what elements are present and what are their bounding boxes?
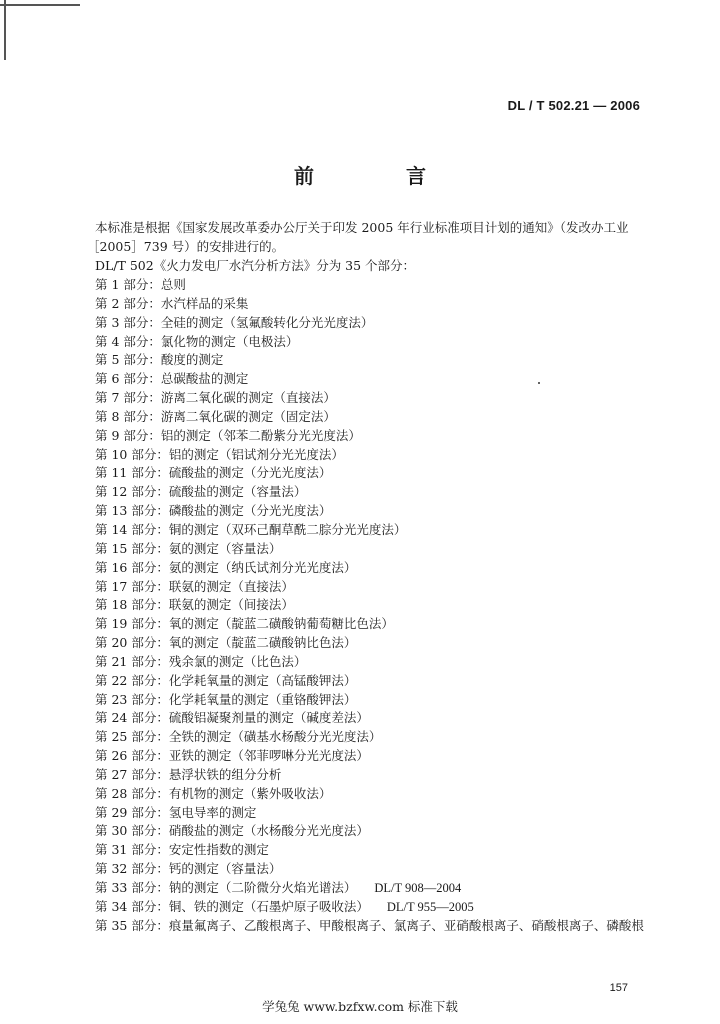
part-label: 第 29 部分： — [95, 804, 169, 820]
part-label: 第 25 部分： — [95, 729, 169, 745]
scan-speck — [538, 382, 540, 384]
part-title: 联氨的测定（间接法） — [168, 597, 294, 613]
part-title: 磷酸盐的测定（分光光度法） — [168, 503, 332, 519]
part-label: 第 12 部分： — [95, 484, 169, 500]
part-item — [95, 276, 644, 295]
part-item — [95, 446, 644, 465]
part-item — [95, 822, 644, 841]
part-item — [95, 295, 644, 314]
page-number: 157 — [609, 982, 628, 994]
part-title: 总碳酸盐的测定 — [160, 371, 249, 387]
part-title: 铝的测定（铝试剂分光光度法） — [168, 446, 344, 462]
part-title: 化学耗氧量的测定（高锰酸钾法） — [168, 672, 357, 688]
part-item — [95, 408, 644, 427]
part-label: 第 34 部分： — [95, 898, 169, 914]
part-label: 第 2 部分： — [95, 295, 161, 311]
part-title: 铜、铁的测定（石墨炉原子吸收法） — [168, 898, 369, 914]
part-item — [95, 521, 644, 540]
part-title: 钙的测定（容量法） — [168, 861, 282, 877]
part-item — [95, 879, 644, 898]
part-item — [95, 502, 644, 521]
part-title: 氧的测定（靛蓝二磺酸钠比色法） — [168, 635, 357, 651]
footer-watermark-text: 学兔兔 www.bzfxw.com 标准下载 — [262, 999, 458, 1014]
part-item — [95, 691, 644, 710]
part-title: 全硅的测定（氢氟酸转化分光光度法） — [160, 314, 374, 330]
part-label: 第 33 部分： — [95, 880, 169, 895]
part-title: 钠的测定（二阶微分火焰光谱法） — [168, 880, 357, 895]
part-item — [95, 427, 644, 446]
part-label: 第 18 部分： — [95, 597, 169, 613]
part-title: 铝的测定（邻苯二酚紫分光光度法） — [160, 427, 361, 443]
part-label: 第 1 部分： — [95, 277, 161, 292]
part-item — [95, 672, 644, 691]
part-title: 总则 — [160, 277, 186, 292]
part-title: 有机物的测定（紫外吸收法） — [168, 785, 332, 801]
part-item — [95, 596, 644, 615]
part-title: 硫酸盐的测定（容量法） — [168, 484, 307, 500]
part-label: 第 9 部分： — [95, 427, 161, 443]
part-label: 第 3 部分： — [95, 314, 161, 330]
part-label: 第 22 部分： — [95, 672, 169, 688]
part-item — [95, 464, 644, 483]
part-title: 痕量氟离子、乙酸根离子、甲酸根离子、氯离子、亚硝酸根离子、硝酸根离子、磷酸根 — [168, 917, 644, 933]
part-title: 残余氯的测定（比色法） — [168, 653, 307, 669]
part-item — [95, 804, 644, 823]
part-title: 硫酸盐的测定（分光光度法） — [168, 465, 332, 481]
part-title: 游离二氧化碳的测定（固定法） — [160, 408, 336, 424]
part-label: 第 26 部分： — [95, 748, 169, 764]
intro-paragraphs — [87, 218, 650, 275]
part-label: 第 6 部分： — [95, 371, 161, 387]
part-label: 第 5 部分： — [95, 352, 161, 368]
scan-corner-mark — [0, 4, 80, 6]
part-title: 氢电导率的测定 — [168, 804, 257, 820]
part-item — [95, 898, 644, 917]
part-title: 氨的测定（容量法） — [168, 540, 282, 556]
part-label: 第 17 部分： — [95, 578, 169, 594]
part-label: 第 8 部分： — [95, 408, 161, 424]
parts-list — [95, 276, 644, 936]
part-title: 悬浮状铁的组分分析 — [168, 766, 282, 782]
part-label: 第 35 部分： — [95, 917, 169, 933]
part-item — [95, 841, 644, 860]
part-label: 第 14 部分： — [95, 521, 169, 537]
part-title: 安定性指数的测定 — [168, 842, 269, 858]
part-item — [95, 578, 644, 597]
page-title: 前 言 — [294, 164, 462, 188]
part-item — [95, 559, 644, 578]
part-label: 第 20 部分： — [95, 635, 169, 651]
part-title: 硫酸铝凝聚剂量的测定（碱度差法） — [168, 710, 369, 726]
part-item — [95, 917, 644, 936]
part-item — [95, 747, 644, 766]
part-item — [95, 766, 644, 785]
standard-code: DL / T 502.21 — 2006 — [507, 98, 640, 113]
part-item — [95, 389, 644, 408]
part-item — [95, 370, 644, 389]
part-item — [95, 540, 644, 559]
intro-line-2: ［2005］739 号）的安排进行的。 — [87, 239, 285, 254]
part-label: 第 7 部分： — [95, 390, 161, 406]
part-label: 第 23 部分： — [95, 691, 169, 707]
part-item — [95, 860, 644, 879]
part-label: 第 24 部分： — [95, 710, 169, 726]
part-label: 第 13 部分： — [95, 503, 169, 519]
part-item — [95, 709, 644, 728]
part-title: 亚铁的测定（邻菲啰啉分光光度法） — [168, 748, 369, 764]
part-title: 化学耗氧量的测定（重铬酸钾法） — [168, 691, 357, 707]
part-standard-ref: DL/T 908—2004 — [374, 881, 462, 895]
part-label: 第 16 部分： — [95, 559, 169, 575]
part-label: 第 27 部分： — [95, 766, 169, 782]
part-title: 酸度的测定 — [160, 352, 224, 368]
intro-line-1: 本标准是根据《国家发展改革委办公厅关于印发 2005 年行业标准项目计划的通知》（发改办工业 — [95, 220, 629, 235]
part-item — [95, 653, 644, 672]
part-label: 第 19 部分： — [95, 616, 169, 632]
part-title: 氨的测定（纳氏试剂分光光度法） — [168, 559, 357, 575]
part-label: 第 32 部分： — [95, 861, 169, 877]
part-label: 第 4 部分： — [95, 333, 161, 349]
part-title: 铜的测定（双环己酮草酰二腙分光光度法） — [168, 521, 407, 537]
part-label: 第 10 部分： — [95, 446, 169, 462]
part-item — [95, 728, 644, 747]
part-title: 硝酸盐的测定（水杨酸分光光度法） — [168, 823, 369, 839]
part-item — [95, 634, 644, 653]
part-item — [95, 785, 644, 804]
part-label: 第 31 部分： — [95, 842, 169, 858]
part-title: 全铁的测定（磺基水杨酸分光光度法） — [168, 729, 382, 745]
part-label: 第 15 部分： — [95, 540, 169, 556]
part-label: 第 30 部分： — [95, 823, 169, 839]
part-item — [95, 314, 644, 333]
part-title: 氧的测定（靛蓝二磺酸钠葡萄糖比色法） — [168, 616, 394, 632]
part-item — [95, 351, 644, 370]
intro-parts-statement: DL/T 502《火力发电厂水汽分析方法》分为 35 个部分： — [95, 258, 416, 273]
part-label: 第 21 部分： — [95, 653, 169, 669]
part-title: 联氨的测定（直接法） — [168, 578, 294, 594]
part-title: 氯化物的测定（电极法） — [160, 333, 299, 349]
part-item — [95, 333, 644, 352]
part-item — [95, 615, 644, 634]
part-title: 游离二氧化碳的测定（直接法） — [160, 390, 336, 406]
scan-corner-mark-vertical — [4, 0, 6, 60]
part-label: 第 28 部分： — [95, 785, 169, 801]
part-title: 水汽样品的采集 — [160, 295, 249, 311]
part-standard-ref: DL/T 955—2005 — [386, 899, 474, 914]
part-item — [95, 483, 644, 502]
part-label: 第 11 部分： — [95, 465, 169, 481]
